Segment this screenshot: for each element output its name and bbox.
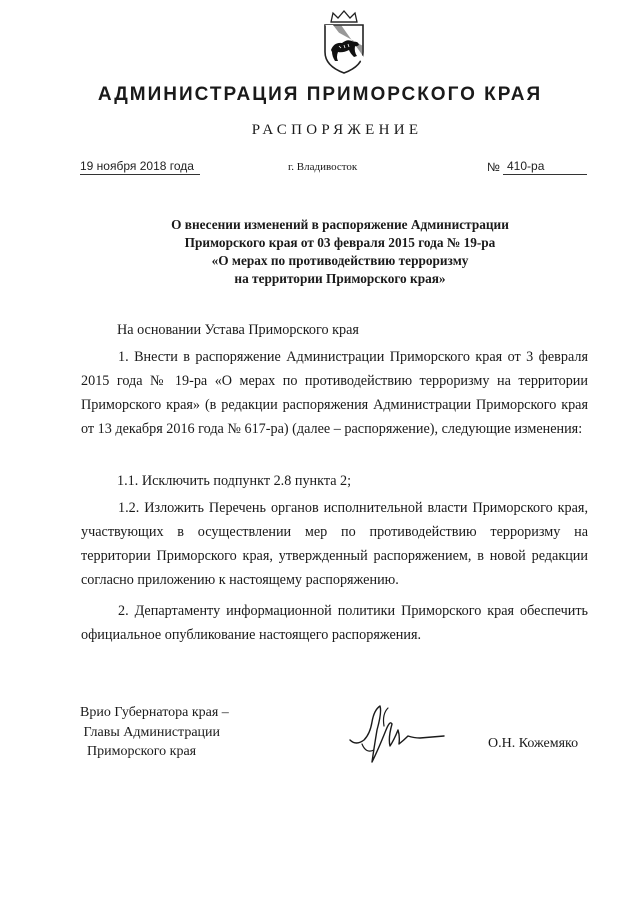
subject-line: О внесении изменений в распоряжение Администрации	[171, 217, 509, 232]
document-city: г. Владивосток	[288, 161, 358, 173]
subject-line: на территории Приморского края»	[234, 271, 446, 286]
organization-title: АДМИНИСТРАЦИЯ ПРИМОРСКОГО КРАЯ	[97, 84, 543, 105]
signatory-title: Врио Губернатора края – Главы Администрации Приморского края	[80, 705, 229, 759]
signer-name: О.Н. Кожемяко	[488, 736, 579, 751]
document-date: 19 ноября 2018 года	[80, 159, 200, 175]
subject-line: Приморского края от 03 февраля 2015 года № 19-ра	[184, 235, 496, 250]
body-paragraph-item-1: 1. Внести в распоряжение Администрации Приморского края от 3 февраля 2015 года № 19-ра «О мерах по противодействию терроризму на территории Приморского края» (в редакции распоряжения Администрации Приморского края от 13 декабря 2016 года № 617-ра) (далее – распоряжение), следующие изменения:	[81, 349, 588, 437]
handwritten-signature-icon	[344, 700, 448, 772]
document-number: 410-ра	[503, 159, 587, 175]
document-subject	[120, 216, 560, 288]
subject-line: «О мерах по противодействию терроризму	[211, 253, 469, 268]
body-paragraph-basis: На основании Устава Приморского края	[117, 322, 359, 338]
document-number-label: №	[487, 160, 500, 174]
body-paragraph-item-1-2: 1.2. Изложить Перечень органов исполнительной власти Приморского края, участвующих в осуществлении мер по противодействию терроризму на территории Приморского края, утвержденный распоряжением, в новой редакции согласно приложению к настоящему распоряжению.	[81, 500, 588, 588]
body-paragraph-item-2: 2. Департаменту информационной политики Приморского края обеспечить официальное опубликование настоящего распоряжения.	[81, 603, 588, 643]
coat-of-arms-icon	[319, 10, 369, 76]
body-paragraph-item-1-1: 1.1. Исключить подпункт 2.8 пункта 2;	[117, 473, 352, 489]
document-type: РАСПОРЯЖЕНИЕ	[251, 122, 423, 138]
